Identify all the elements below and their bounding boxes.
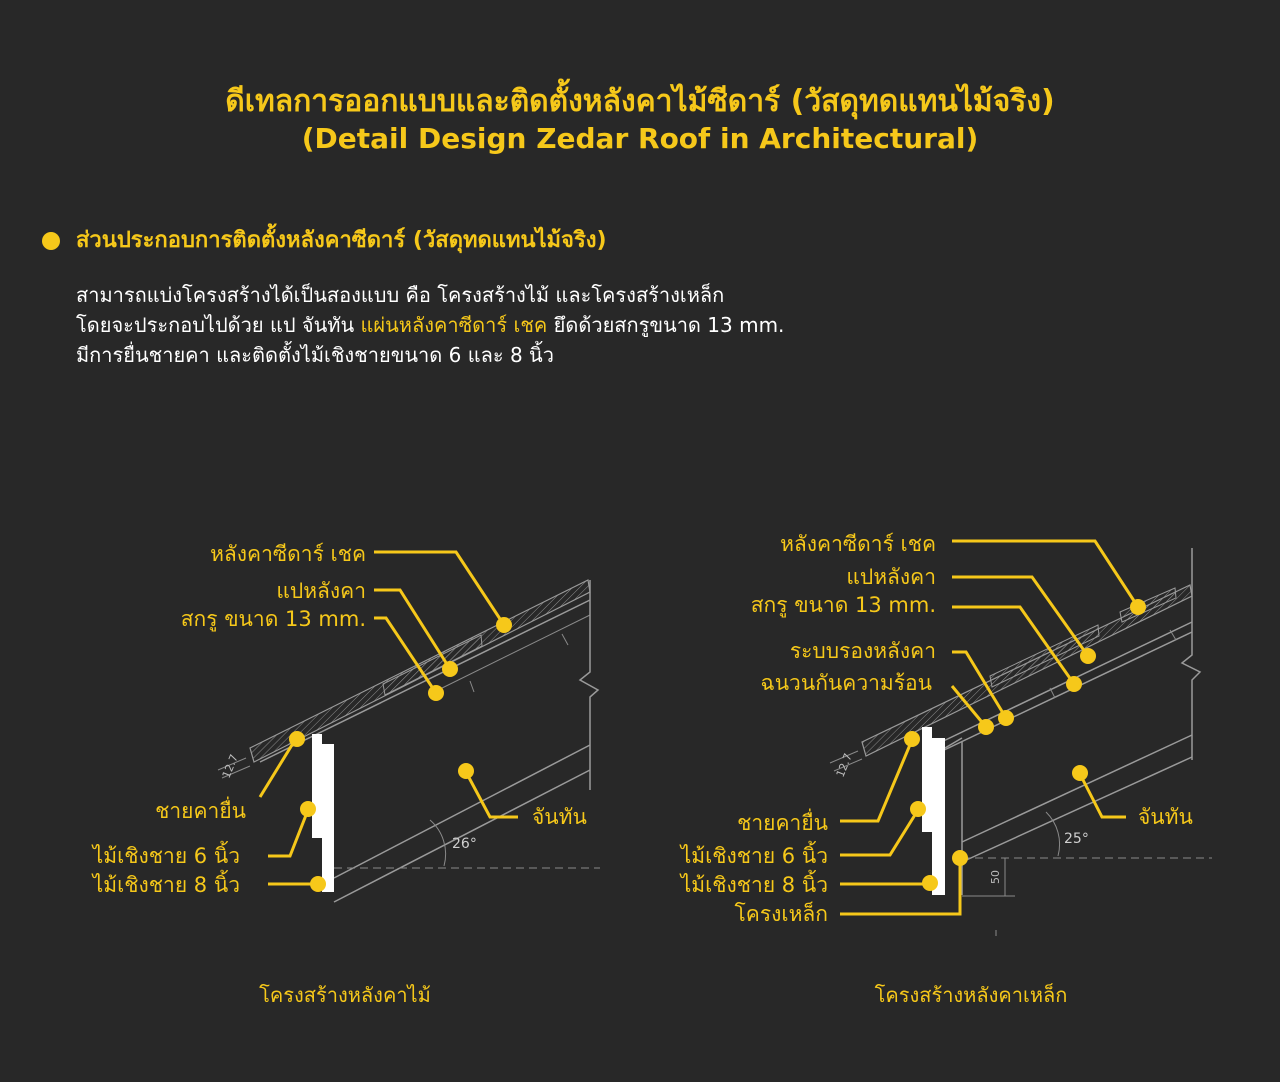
wood-screw-tick bbox=[470, 681, 474, 692]
label-steel-rafter: จันทัน bbox=[1138, 805, 1193, 829]
caption-steel: โครงสร้างหลังคาเหล็ก bbox=[874, 983, 1068, 1007]
steel-support-line bbox=[935, 622, 1192, 745]
label-steel-fascia6: ไม้เชิงชาย 6 นิ้ว bbox=[680, 844, 828, 868]
wood-leaders bbox=[260, 552, 518, 892]
label-wood-fascia8: ไม้เชิงชาย 8 นิ้ว bbox=[92, 873, 240, 897]
steel-angle-label: 25° bbox=[1064, 831, 1089, 847]
label-steel-eave: ชายคายื่น bbox=[737, 811, 828, 835]
label-wood-eave: ชายคายื่น bbox=[155, 799, 246, 823]
dot-steel-frame bbox=[952, 850, 968, 866]
section-heading: ส่วนประกอบการติดตั้งหลังคาซีดาร์ (วัสดุทดแทนไม้จริง) bbox=[76, 228, 607, 253]
dot-wood-screw bbox=[428, 685, 444, 701]
wood-break-line bbox=[580, 580, 598, 790]
leader-wood-fascia6 bbox=[268, 810, 308, 856]
label-steel-screw: สกรู ขนาด 13 mm. bbox=[750, 593, 936, 617]
steel-break-line bbox=[1182, 548, 1200, 760]
description-highlight: แผ่นหลังคาซีดาร์ เชค bbox=[360, 313, 548, 337]
leader-wood-rafter bbox=[466, 772, 518, 817]
label-steel-insulation: ฉนวนกันความร้อน bbox=[760, 671, 932, 695]
dot-steel-support bbox=[998, 710, 1014, 726]
dot-steel-eave bbox=[904, 731, 920, 747]
dot-steel-rafter bbox=[1072, 765, 1088, 781]
label-steel-fascia8: ไม้เชิงชาย 8 นิ้ว bbox=[680, 873, 828, 897]
label-steel-support: ระบบรองหลังคา bbox=[789, 639, 936, 663]
wood-thickness-label: 12.7 bbox=[219, 752, 241, 781]
description-line-3: มีการยื่นชายคา และติดตั้งไม้เชิงชายขนาด 6 และ 8 นิ้ว bbox=[76, 343, 554, 367]
label-wood-screw: สกรู ขนาด 13 mm. bbox=[180, 607, 366, 631]
dot-wood-rafter bbox=[458, 763, 474, 779]
label-steel-frame: โครงเหล็ก bbox=[734, 902, 828, 926]
dot-wood-purlin bbox=[442, 661, 458, 677]
dot-wood-shingle bbox=[496, 617, 512, 633]
leader-steel-rafter bbox=[1080, 774, 1126, 817]
dot-steel-purlin bbox=[1080, 648, 1096, 664]
label-wood-shingle: หลังคาซีดาร์ เชค bbox=[210, 542, 366, 566]
dot-wood-fascia8 bbox=[310, 876, 326, 892]
dot-steel-shingle bbox=[1130, 599, 1146, 615]
description-line-2-end: ยึดด้วยสกรูขนาด 13 mm. bbox=[547, 313, 785, 337]
wood-fascia-board bbox=[312, 734, 334, 892]
dot-steel-screw bbox=[1066, 676, 1082, 692]
description-line-1: สามารถแบ่งโครงสร้างได้เป็นสองแบบ คือ โครงสร้างไม้ และโครงสร้างเหล็ก bbox=[76, 283, 725, 307]
label-wood-purlin: แปหลังคา bbox=[276, 579, 366, 603]
caption-wood: โครงสร้างหลังคาไม้ bbox=[259, 983, 431, 1007]
wood-angle-label: 26° bbox=[452, 836, 477, 852]
steel-offset-label: 50 bbox=[989, 870, 1002, 884]
leader-steel-eave bbox=[840, 740, 912, 821]
dot-wood-fascia6 bbox=[300, 801, 316, 817]
label-steel-shingle: หลังคาซีดาร์ เชค bbox=[780, 532, 936, 556]
page-title: ดีเทลการออกแบบและติดตั้งหลังคาไม้ซีดาร์ (วัสดุทดแทนไม้จริง) bbox=[225, 84, 1055, 119]
steel-thickness-label: 12.7 bbox=[833, 751, 855, 780]
dot-steel-fascia8 bbox=[922, 875, 938, 891]
page-subtitle: (Detail Design Zedar Roof in Architectural) bbox=[301, 122, 979, 155]
wood-screw-tick-2 bbox=[562, 634, 568, 645]
dot-steel-insulation bbox=[978, 719, 994, 735]
dot-steel-fascia6 bbox=[910, 801, 926, 817]
description-line-2-start: โดยจะประกอบไปด้วย แป จันทัน bbox=[76, 313, 361, 337]
label-wood-rafter: จันทัน bbox=[532, 805, 587, 829]
label-wood-fascia6: ไม้เชิงชาย 6 นิ้ว bbox=[92, 844, 240, 868]
dot-wood-eave bbox=[289, 731, 305, 747]
label-steel-purlin: แปหลังคา bbox=[846, 565, 936, 589]
